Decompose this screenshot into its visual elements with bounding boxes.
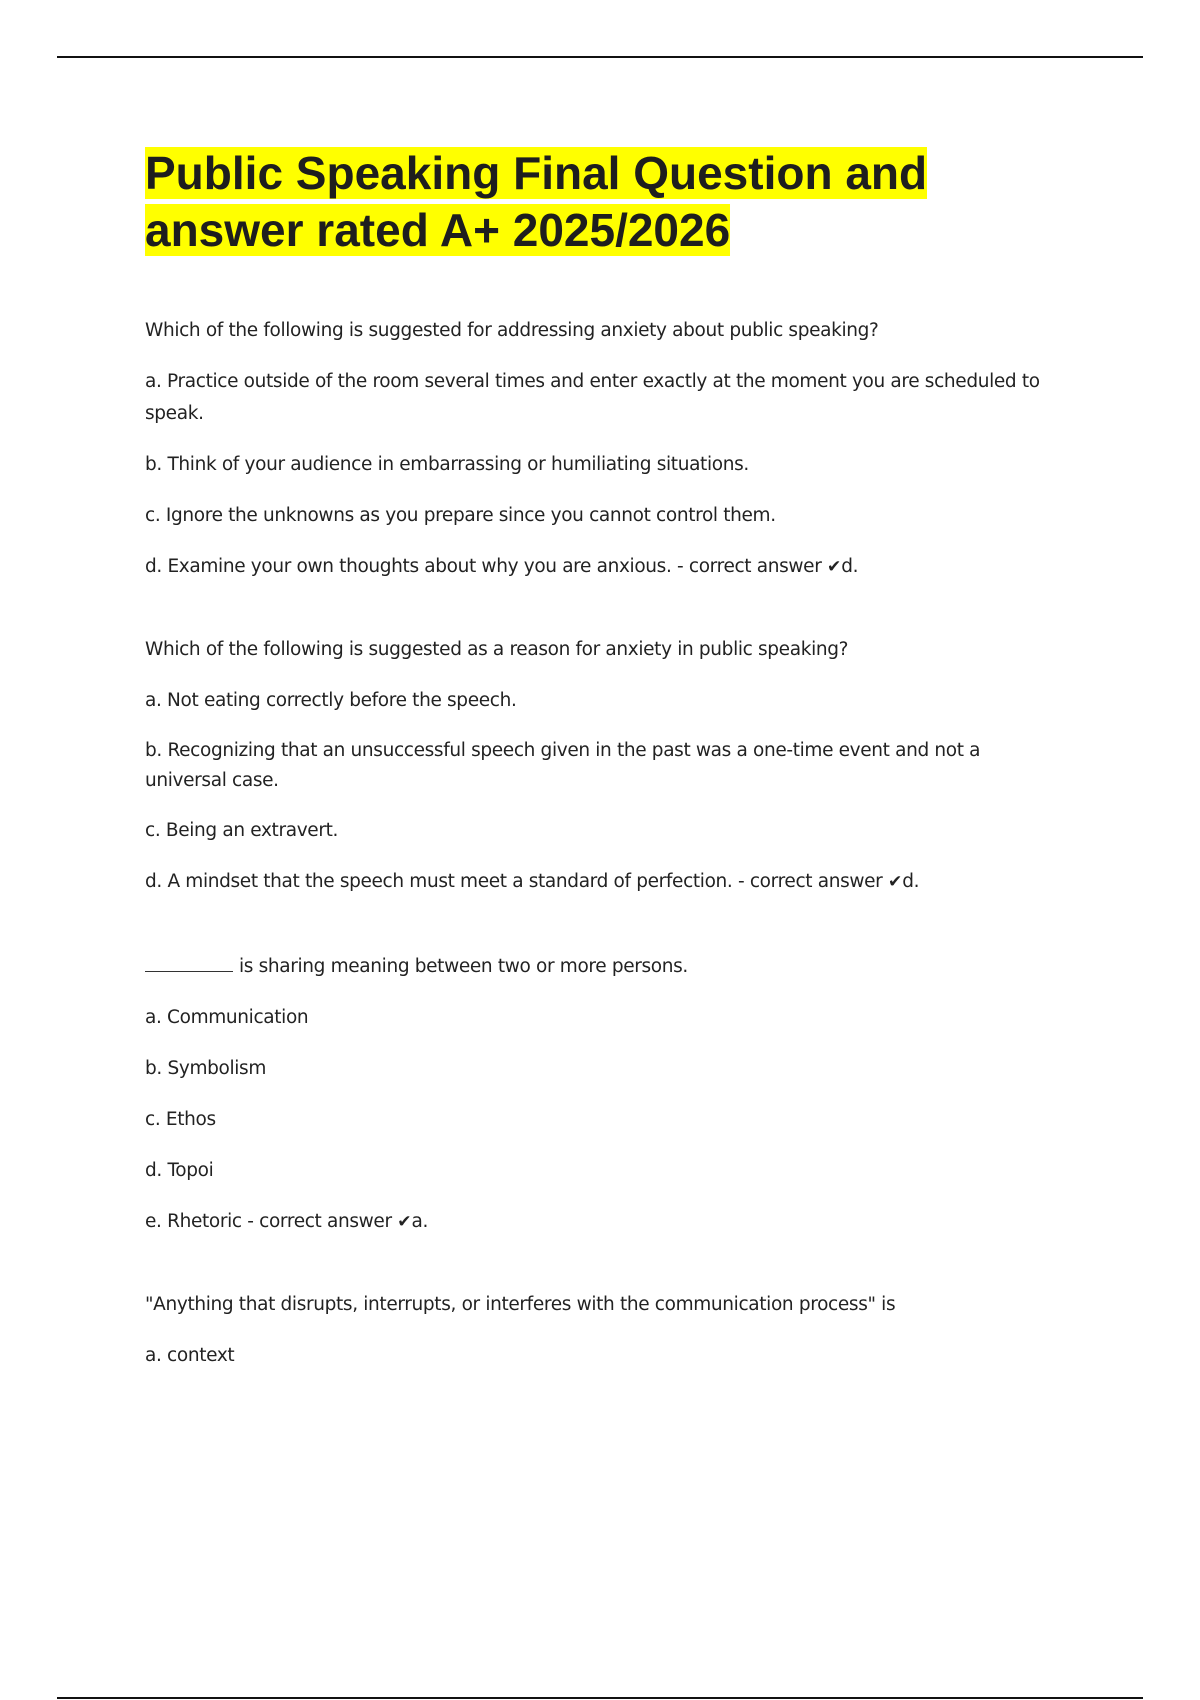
answer-line	[145, 551, 1065, 583]
question-text: "Anything that disrupts, interrupts, or interferes with the communication process" is	[145, 1294, 896, 1315]
answer-option-text: d. A mindset that the speech must meet a standard of perfection. - correct answer	[145, 871, 888, 892]
question-block-1	[145, 315, 1065, 583]
checkmark-icon: ✔	[397, 1212, 412, 1232]
question-text: Which of the following is suggested for addressing anxiety about public speaking?	[145, 320, 879, 341]
option-item: c. Ethos	[145, 1109, 216, 1130]
top-rule	[57, 56, 1143, 58]
question-text	[145, 949, 1065, 983]
fill-in-blank	[145, 949, 233, 972]
option-item: b. Symbolism	[145, 1058, 267, 1079]
document-body	[145, 145, 1065, 1423]
answer-option-text: e. Rhetoric - correct answer	[145, 1211, 398, 1232]
answer-option-text: d. Examine your own thoughts about why you are anxious. - correct answer	[145, 556, 827, 577]
document-title	[145, 145, 1065, 259]
question-text-content: is sharing meaning between two or more persons.	[239, 956, 688, 977]
question-block-3	[145, 949, 1065, 1238]
title-line-1: Public Speaking Final Question and	[145, 147, 928, 199]
correct-answer: a.	[411, 1211, 429, 1232]
bottom-rule	[57, 1697, 1143, 1699]
option-item: a. Communication	[145, 1007, 309, 1028]
checkmark-icon: ✔	[827, 557, 842, 577]
question-block-4	[145, 1289, 1065, 1372]
answer-line	[145, 866, 1065, 898]
correct-answer: d.	[902, 871, 920, 892]
option-item: c. Ignore the unknowns as you prepare since you cannot control them.	[145, 505, 776, 526]
option-item: a. context	[145, 1345, 235, 1366]
option-item: a. Not eating correctly before the speech.	[145, 690, 517, 711]
question-block-2	[145, 634, 1065, 898]
option-item: c. Being an extravert.	[145, 820, 339, 841]
option-item: b. Think of your audience in embarrassing or humiliating situations.	[145, 454, 749, 475]
question-text: Which of the following is suggested as a reason for anxiety in public speaking?	[145, 639, 849, 660]
correct-answer: d.	[841, 556, 859, 577]
title-line-2: answer rated A+ 2025/2026	[145, 204, 731, 256]
option-item: a. Practice outside of the room several times and enter exactly at the moment you are scheduled to speak.	[145, 371, 1040, 424]
option-item: b. Recognizing that an unsuccessful speech given in the past was a one-time event and not a universal case.	[145, 740, 981, 791]
option-item: d. Topoi	[145, 1160, 214, 1181]
checkmark-icon: ✔	[887, 872, 903, 892]
answer-line	[145, 1206, 1065, 1238]
